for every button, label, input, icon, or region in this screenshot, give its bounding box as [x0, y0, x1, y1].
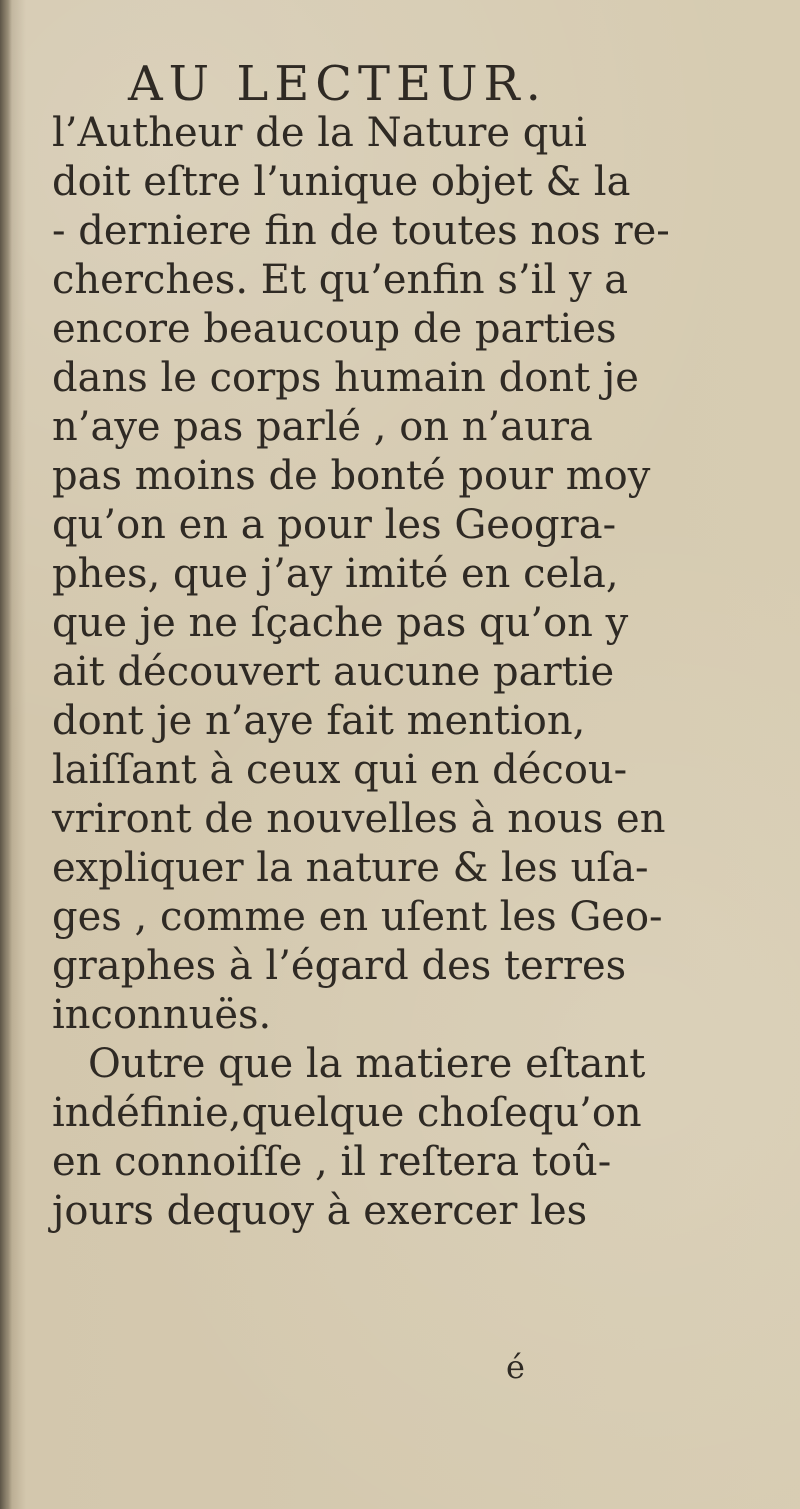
text-line: que je ne ſçache pas qu’on y — [52, 600, 629, 646]
catchword: é — [506, 1348, 525, 1386]
text-line: vriront de nouvelles à nous en — [52, 796, 666, 842]
text-line: l’Autheur de la Nature qui — [52, 110, 587, 156]
paragraph-start-line: Outre que la matiere eſtant — [88, 1041, 646, 1087]
text-line: graphes à l’égard des terres — [52, 943, 627, 989]
text-line: pas moins de bonté pour moy — [52, 453, 651, 499]
text-line: doit eſtre l’unique objet & la — [52, 159, 631, 205]
text-line: ges , comme en uſent les Geo- — [52, 894, 663, 940]
text-line: n’aye pas parlé , on n’aura — [52, 404, 593, 450]
text-line: indéfinie,quelque choſequ’on — [52, 1090, 642, 1136]
text-line: expliquer la nature & les uſa- — [52, 845, 649, 891]
text-line: cherches. Et qu’enfin s’il y a — [52, 257, 629, 303]
text-line: en connoiſſe , il reſtera toû- — [52, 1139, 612, 1185]
text-line: phes, que j’ay imité en cela, — [52, 551, 619, 597]
text-line: encore beaucoup de parties — [52, 306, 617, 352]
text-line: dont je n’aye fait mention, — [52, 698, 586, 744]
page-gutter — [0, 0, 12, 1509]
text-line: - derniere fin de toutes nos re- — [52, 208, 670, 254]
text-line: qu’on en a pour les Geogra- — [52, 502, 617, 548]
text-line: ait découvert aucune partie — [52, 649, 615, 695]
text-line: jours dequoy à exercer les — [52, 1188, 588, 1234]
text-block — [52, 109, 692, 1236]
text-line: dans le corps humain dont je — [52, 355, 639, 401]
text-line: inconnuës. — [52, 992, 272, 1038]
text-line: laiſſant à ceux qui en décou- — [52, 747, 628, 793]
page-header: AU LECTEUR. — [128, 56, 547, 112]
